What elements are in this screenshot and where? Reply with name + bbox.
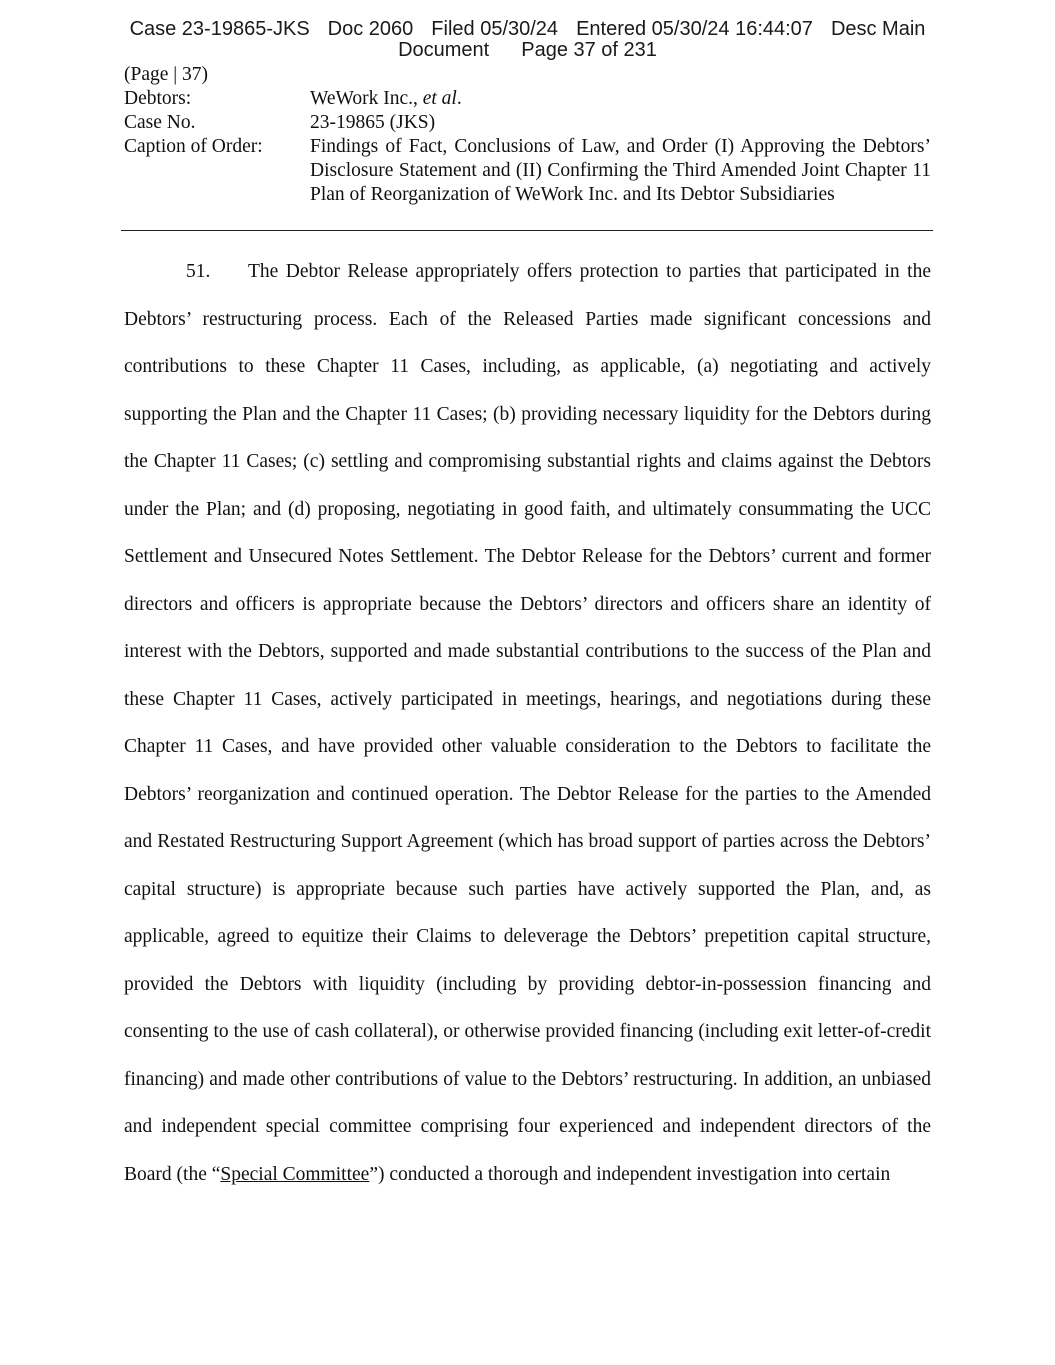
document-stamp: Document	[398, 39, 490, 61]
caption-value-order-title: Findings of Fact, Conclusions of Law, and Order (I) Approving the Debtors’ Disclosure Statement and (II) Confirming the Third Amended Joint Chapter 11 Plan of Reorganization of WeWork Inc. and Its Debtor Subsidiaries	[310, 136, 931, 205]
caption-row-debtors	[124, 87, 931, 111]
filed-date-stamp: Filed 05/30/24	[431, 18, 559, 40]
caption-value-debtors	[310, 87, 931, 111]
caption-row-case-no	[124, 111, 931, 135]
ecf-header-line-2	[0, 40, 1055, 61]
paragraph-51	[124, 248, 931, 1198]
debtor-name-period: .	[456, 88, 462, 109]
caption-divider-rule	[121, 230, 933, 231]
doc-number-stamp: Doc 2060	[327, 18, 414, 40]
paragraph-number: 51.	[186, 261, 211, 282]
paragraph-text-tail: ”) conducted a thorough and independent investigation into certain	[369, 1163, 891, 1185]
et-al-italic: et al	[422, 88, 457, 109]
ecf-filing-header	[0, 19, 1055, 61]
debtor-name: WeWork Inc.,	[310, 88, 423, 109]
page-count-stamp: Page 37 of 231	[521, 39, 657, 61]
desc-stamp: Desc Main	[830, 18, 926, 40]
page-marker: (Page | 37)	[124, 64, 209, 85]
caption-value-case-no: 23-19865 (JKS)	[310, 112, 436, 133]
paragraph-text-main: The Debtor Release appropriately offers protection to parties that participated in the Debtors’ restructuring process. Each of the Released Parties made significant concessions and contributions to these Chapter 11 Cases, including, as applicable, (a) negotiating and actively supporting the Plan and the Chapter 11 Cases; (b) providing necessary liquidity for the Debtors during the Chapter 11 Cases; (c) settling and compromising substantial rights and claims against the Debtors under the Plan; and (d) proposing, negotiating in good faith, and ultimately consummating the UCC Settlement and Unsecured Notes Settlement. The Debtor Release for the Debtors’ current and former directors and officers is appropriate because the Debtors’ directors and officers share an identity of interest with the Debtors, supported and made substantial contributions to the success of the Plan and these Chapter 11 Cases, actively participated in meetings, hearings, and negotiations during these Chapter 11 Cases, and have provided other valuable consideration to the Debtors to facilitate the Debtors’ reorganization and continued operation. The Debtor Release for the parties to the Amended and Restated Restructuring Support Agreement (which has broad support of parties across the Debtors’ capital structure) is appropriate because such parties have actively supported the Plan, and, as applicable, agreed to equitize their Claims to deleverage the Debtors’ prepetition capital structure, provided the Debtors with liquidity (including by providing debtor-in-possession financing and consenting to the use of cash collateral), or otherwise provided financing (including exit letter-of-credit financing) and made other contributions of value to the Debtors’ restructuring. In addition, an unbiased and independent special committee comprising four experienced and independent directors of the Board (the “	[124, 261, 931, 1185]
case-number-stamp: Case 23-19865-JKS	[129, 18, 310, 40]
caption-row-order-title	[124, 135, 931, 207]
order-body	[124, 248, 931, 1198]
caption-label-debtors: Debtors:	[124, 88, 192, 109]
order-caption-block	[124, 63, 931, 207]
caption-label-order: Caption of Order:	[124, 136, 263, 157]
caption-label-case-no: Case No.	[124, 112, 196, 133]
ecf-header-line-1	[0, 19, 1055, 40]
entered-date-stamp: Entered 05/30/24 16:44:07	[576, 18, 813, 40]
defined-term-special-committee: Special Committee	[220, 1163, 370, 1185]
